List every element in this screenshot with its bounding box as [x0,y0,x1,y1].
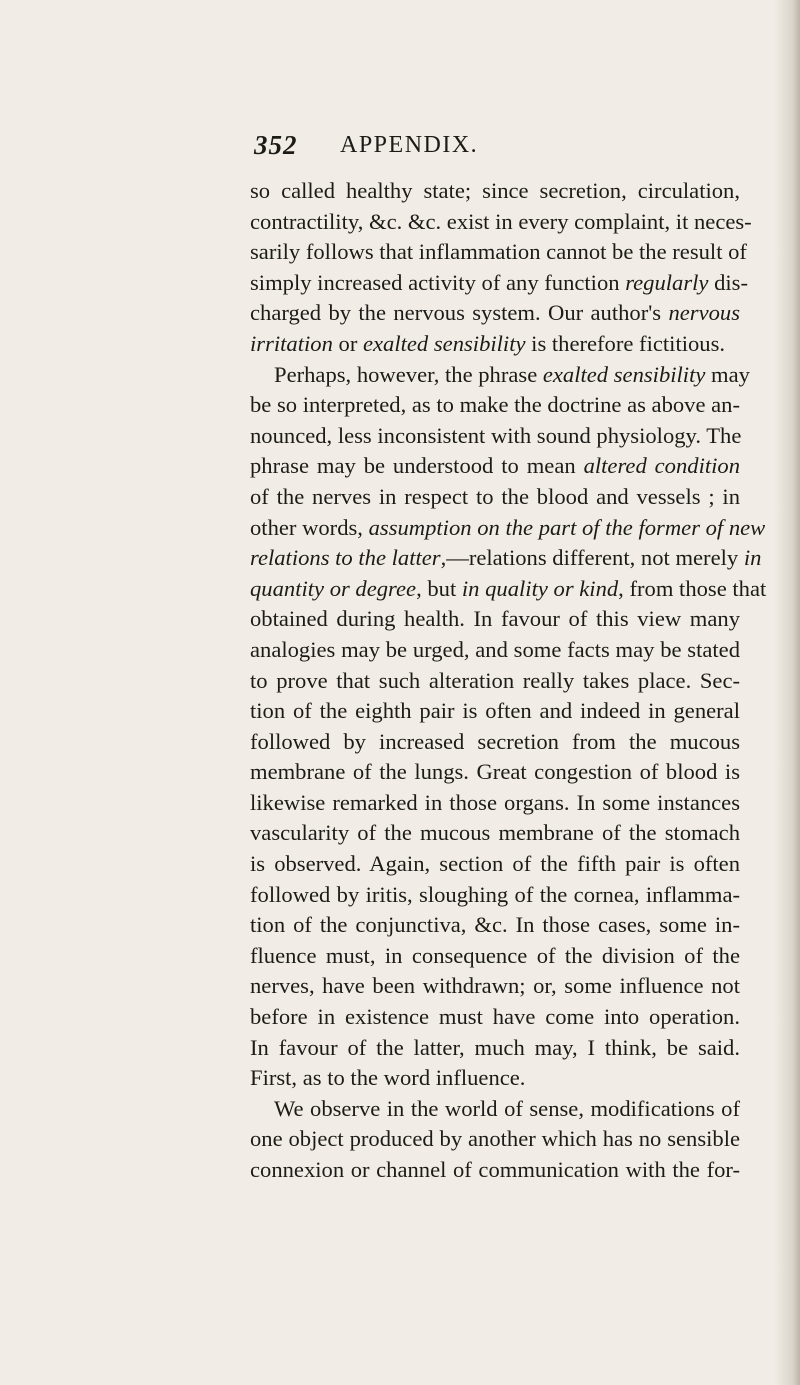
text-segment: In favour of the latter, much may, I think, be said. [250,1034,740,1060]
text-segment: likewise remarked in those organs. In some instances [250,789,740,815]
text-line [250,543,762,574]
page-number: 352 [254,130,298,160]
text-segment: , but [416,575,462,601]
text-segment: nerves, have been withdrawn; or, some influence not [250,973,740,999]
text-line [250,176,740,207]
text-segment: simply increased activity of any function [250,269,626,295]
text-line [250,268,748,299]
italic-text: altered condition [583,453,740,479]
italic-text: assumption on the part of the former of new [368,514,766,540]
text-line [250,788,740,819]
italic-text: quantity or degree [250,575,417,601]
text-segment: other words, [250,514,369,540]
text-segment: We observe in the world of sense, modifications of [274,1095,740,1121]
text-segment: followed by increased secretion from the mucous [250,728,740,754]
text-segment: tion of the conjunctiva, &c. In those cases, some in- [250,912,740,938]
text-segment: of the nerves in respect to the blood and vessels ; in [250,483,740,509]
text-line [250,1124,740,1155]
italic-text: nervous [668,300,740,326]
text-segment: obtained during health. In favour of this view many [250,606,740,632]
text-segment: or [332,330,363,356]
text-line [250,574,767,605]
text-line [250,451,740,482]
text-segment: followed by iritis, sloughing of the cornea, inflamma- [250,881,740,907]
text-segment: to prove that such alteration really takes place. Sec- [250,667,740,693]
italic-text: relations to the latter [250,545,441,571]
text-segment: membrane of the lungs. Great congestion of blood is [250,759,740,785]
text-line [250,1002,740,1033]
text-line [250,971,740,1002]
text-line [250,329,740,360]
text-line [250,818,740,849]
italic-text: exalted sensibility [363,330,526,356]
text-line [250,1063,740,1094]
text-line [250,1155,740,1186]
text-line [250,696,740,727]
text-segment: ,—relations different, not merely [440,545,744,571]
text-segment: vascularity of the mucous membrane of the stomach [250,820,740,846]
italic-text: regularly [625,269,709,295]
page-edge-shadow [774,0,800,1385]
text-line [250,635,740,666]
page-header [0,130,800,170]
text-line [250,604,740,635]
text-segment: is therefore fictitious. [525,330,726,356]
text-segment: is observed. Again, section of the fifth pair is often [250,851,740,877]
text-segment: so called healthy state; since secretion, circulation, [250,178,740,203]
text-segment: one object produced by another which has no sensible [250,1126,740,1152]
body-text [250,176,767,1186]
text-segment: tion of the eighth pair is often and indeed in general [250,698,740,724]
text-line [250,482,740,513]
text-line [250,207,752,238]
italic-text: in quality or kind [461,575,619,601]
text-segment: analogies may be urged, and some facts may be stated [250,636,740,662]
text-line [250,727,740,758]
text-line [250,941,740,972]
text-line [250,880,740,911]
text-segment: dis- [708,269,748,295]
italic-text: in [743,545,762,571]
text-segment: charged by the nervous system. Our author's [250,300,669,326]
text-segment: First, as to the word influence. [250,1065,526,1091]
text-segment: sarily follows that inflammation cannot be the result of [250,239,747,265]
text-line [250,666,740,697]
text-segment: connexion or channel of communication with the for- [250,1157,740,1182]
text-segment: be so interpreted, as to make the doctrine as above an- [250,392,740,418]
text-line [250,421,740,452]
text-segment: may [705,361,750,387]
text-segment: nounced, less inconsistent with sound physiology. The [250,422,742,448]
text-line [250,1094,740,1125]
text-segment: phrase may be understood to mean [250,453,584,479]
text-line [250,360,750,391]
italic-text: irritation [250,330,333,356]
text-line [250,849,740,880]
text-line [250,513,766,544]
running-title: APPENDIX. [340,132,479,158]
text-line [250,237,747,268]
text-line [250,390,740,421]
text-segment: Perhaps, however, the phrase [274,361,543,387]
text-segment: before in existence must have come into operation. [250,1004,740,1030]
text-segment: , from those that [618,575,767,601]
text-segment: fluence must, in consequence of the division of the [250,942,740,968]
text-line [250,1033,740,1064]
text-line [250,757,740,788]
italic-text: exalted sensibility [542,361,706,387]
text-line [250,910,740,941]
text-line [250,298,740,329]
text-segment: contractility, &c. &c. exist in every complaint, it neces- [250,208,752,234]
